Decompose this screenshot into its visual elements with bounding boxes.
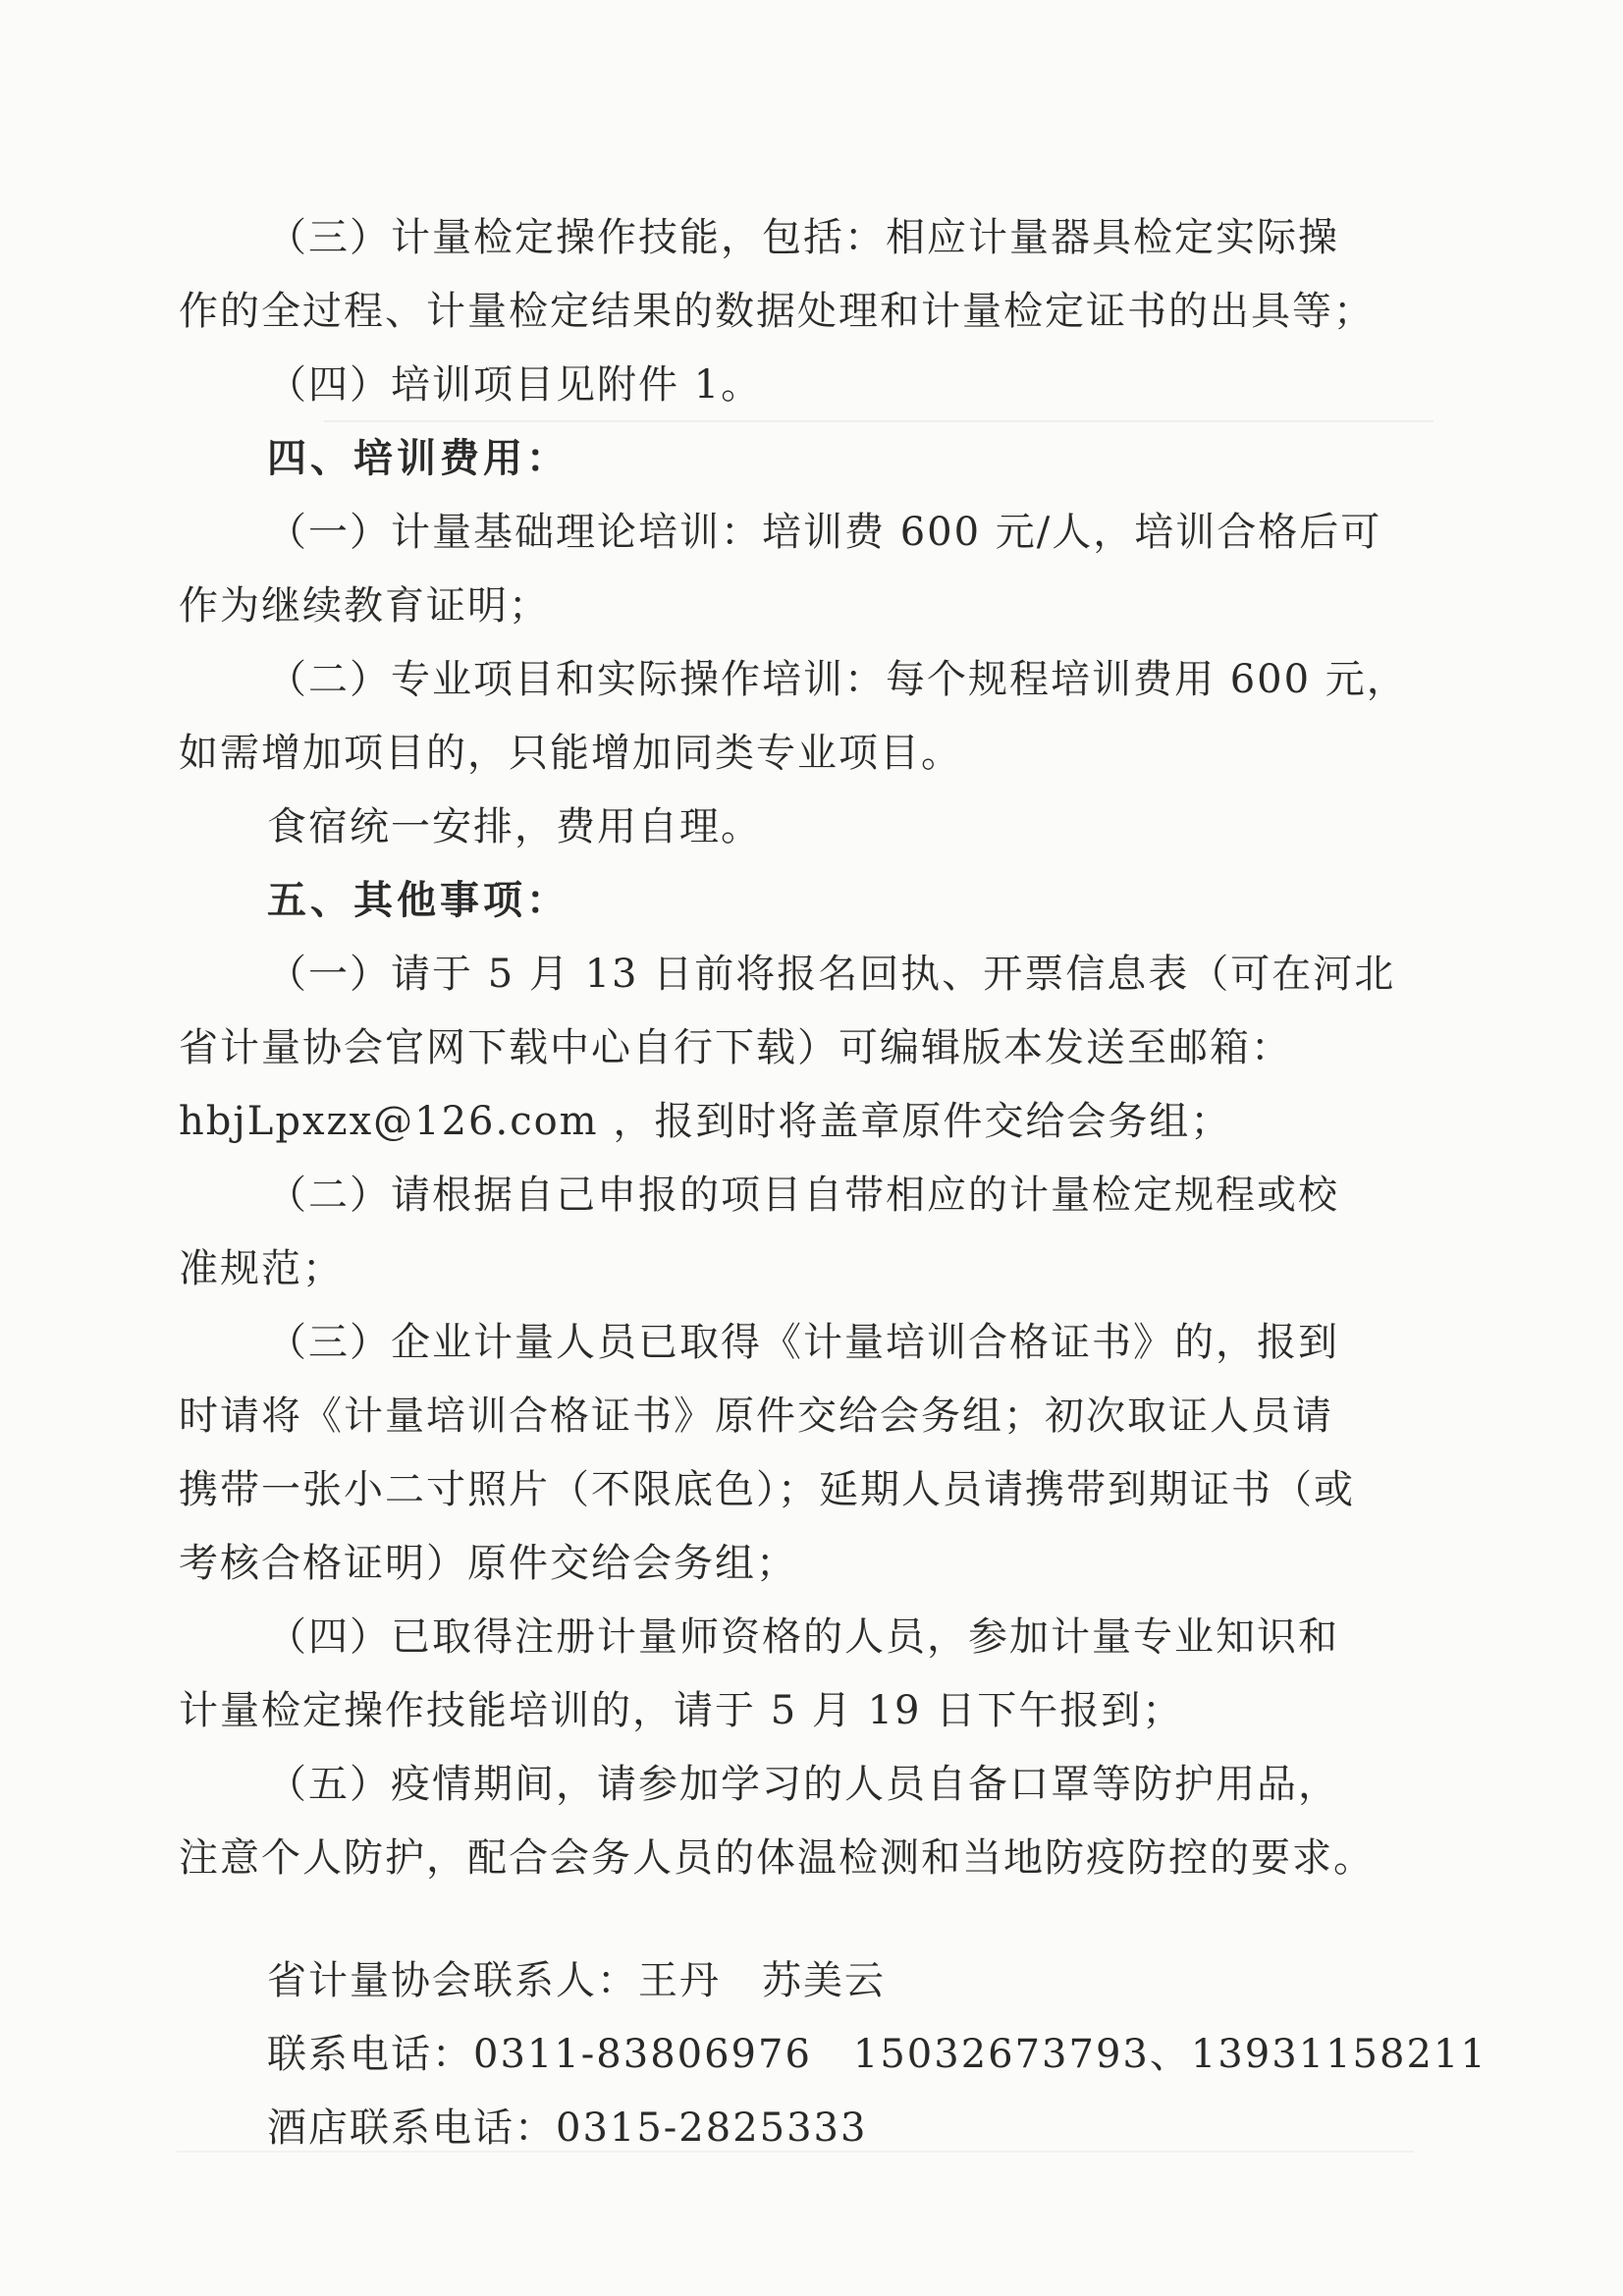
paragraph-line: （一）请于 5 月 13 日前将报名回执、开票信息表（可在河北 — [267, 952, 1396, 997]
paragraph-line: 注意个人防护，配合会务人员的体温检测和当地防疫防控的要求。 — [179, 1835, 1375, 1881]
section-heading: 五、其他事项： — [267, 878, 569, 923]
hotel-phone: 酒店联系电话：0315-2825333 — [267, 2105, 868, 2151]
contact-person: 省计量协会联系人：王丹 苏美云 — [267, 1958, 886, 2003]
paragraph-line: （一）计量基础理论培训：培训费 600 元/人，培训合格后可 — [267, 510, 1382, 555]
paragraph-line: 计量检定操作技能培训的，请于 5 月 19 日下午报到； — [179, 1688, 1184, 1733]
paragraph-line: 作为继续教育证明； — [179, 583, 550, 629]
paragraph-line: 考核合格证明）原件交给会务组； — [179, 1541, 797, 1586]
paragraph-line: 如需增加项目的，只能增加同类专业项目。 — [179, 731, 962, 776]
paragraph-line: 食宿统一安排，费用自理。 — [267, 804, 762, 849]
paragraph-line: 准规范； — [179, 1246, 344, 1291]
paragraph-line: 时请将《计量培训合格证书》原件交给会务组；初次取证人员请 — [179, 1394, 1333, 1439]
contact-block — [179, 1944, 1488, 2165]
paragraph-line: （四）培训项目见附件 1。 — [267, 362, 763, 408]
contact-phone: 联系电话：0311-83806976 15032673793、13931158211 — [267, 2032, 1488, 2077]
document-body — [179, 201, 1488, 2165]
paragraph-line: （三）企业计量人员已取得《计量培训合格证书》的，报到 — [267, 1320, 1339, 1365]
paragraph-line: 携带一张小二寸照片（不限底色）；延期人员请携带到期证书（或 — [179, 1467, 1355, 1512]
paragraph-line: （二）请根据自己申报的项目自带相应的计量检定规程或校 — [267, 1173, 1339, 1218]
paragraph-line: （四）已取得注册计量师资格的人员，参加计量专业知识和 — [267, 1614, 1339, 1660]
paragraph-line: （二）专业项目和实际操作培训：每个规程培训费用 600 元， — [267, 657, 1408, 702]
paragraph-line: 作的全过程、计量检定结果的数据处理和计量检定证书的出具等； — [179, 289, 1375, 334]
paragraph-line: （五）疫情期间，请参加学习的人员自备口罩等防护用品， — [267, 1762, 1339, 1807]
paragraph-line: （三）计量检定操作技能，包括：相应计量器具检定实际操 — [267, 215, 1339, 260]
section-heading: 四、培训费用： — [267, 436, 569, 481]
paragraph-line: 省计量协会官网下载中心自行下载）可编辑版本发送至邮箱： — [179, 1025, 1292, 1070]
spacer — [179, 1895, 1396, 1944]
email-line: hbjLpxzx@126.com ，报到时将盖章原件交给会务组； — [179, 1099, 1232, 1144]
